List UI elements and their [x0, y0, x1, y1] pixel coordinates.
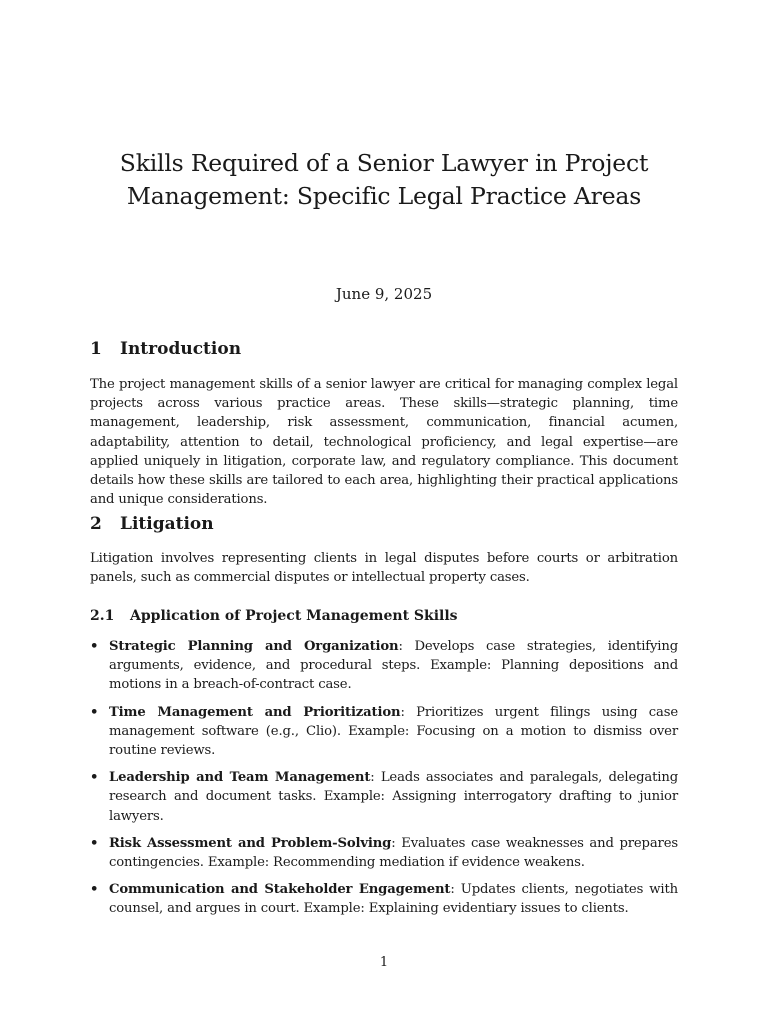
- list-item: • Strategic Planning and Organization: Develops case strategies, identifying arguments, evidence, and procedural steps. Example: Planning depositions and motions in a breach-of-contract case.: [90, 639, 678, 693]
- skill-text: : Develops case strategies, identifying arguments, evidence, and procedural steps. Example: Planning depositions and motions in a breach-of-contract case.: [109, 639, 678, 693]
- list-item: • Communication and Stakeholder Engagement: Updates clients, negotiates with counsel, and argues in court. Example: Explaining evidentiary issues to clients.: [90, 882, 678, 917]
- introduction-paragraph: The project management skills of a senior lawyer are critical for managing complex legal projects across various practice areas. These skills—strategic planning, time management, leadership, risk assessment, communication, financial acumen, adaptability, attention to detail, technological proficiency, and legal expertise—are applied uniquely in litigation, corporate law, and regulatory compliance. This document details how these skills are tailored to each area, highlighting their practical applications and unique considerations.: [90, 377, 678, 508]
- list-item: • Risk Assessment and Problem-Solving: Evaluates case weaknesses and prepares contingencies. Example: Recommending mediation if evidence weakens.: [90, 835, 678, 871]
- subsection-number: 2.1: [90, 608, 115, 624]
- skill-text: : Prioritizes urgent filings using case management software (e.g., Clio). Example: Focusing on a motion to dismiss over routine reviews.: [109, 704, 678, 759]
- list-item: • Time Management and Prioritization: Prioritizes urgent filings using case management software (e.g., Clio). Example: Focusing on a motion to dismiss over routine reviews.: [90, 704, 678, 759]
- subsection-title: Application of Project Management Skills: [130, 608, 458, 624]
- skill-term: Communication and Stakeholder Engagement: [109, 882, 451, 898]
- skill-text: : Leads associates and paralegals, delegating research and document tasks. Example: Assigning interrogatory drafting to junior lawyers.: [109, 770, 678, 824]
- section-heading-introduction: [90, 339, 241, 359]
- skill-term: Risk Assessment and Problem-Solving: [109, 835, 392, 851]
- document-title: Skills Required of a Senior Lawyer in Project Management: Specific Legal Practice Areas: [119, 149, 649, 210]
- document-date: June 9, 2025: [335, 285, 433, 303]
- list-item: • Leadership and Team Management: Leads associates and paralegals, delegating research and document tasks. Example: Assigning interrogatory drafting to junior lawyers.: [90, 770, 678, 824]
- section-title: Litigation: [120, 514, 214, 534]
- section-number: 1: [90, 339, 102, 359]
- litigation-paragraph: Litigation involves representing clients in legal disputes before courts or arbitration panels, such as commercial disputes or intellectual property cases.: [90, 551, 678, 586]
- skill-term: Leadership and Team Management: [109, 770, 371, 786]
- skill-term: Time Management and Prioritization: [109, 704, 401, 720]
- skill-text: : Evaluates case weaknesses and prepares contingencies. Example: Recommending mediation if evidence weakens.: [109, 835, 678, 871]
- skills-list: [90, 637, 678, 919]
- skill-text: : Updates clients, negotiates with counsel, and argues in court. Example: Explaining evidentiary issues to clients.: [109, 882, 678, 917]
- page-number: 1: [379, 955, 389, 970]
- section-number: 2: [90, 514, 102, 534]
- skill-term: Strategic Planning and Organization: [109, 639, 399, 654]
- section-title: Introduction: [120, 339, 242, 359]
- subsection-heading: [90, 608, 458, 624]
- section-heading-litigation: [90, 514, 214, 534]
